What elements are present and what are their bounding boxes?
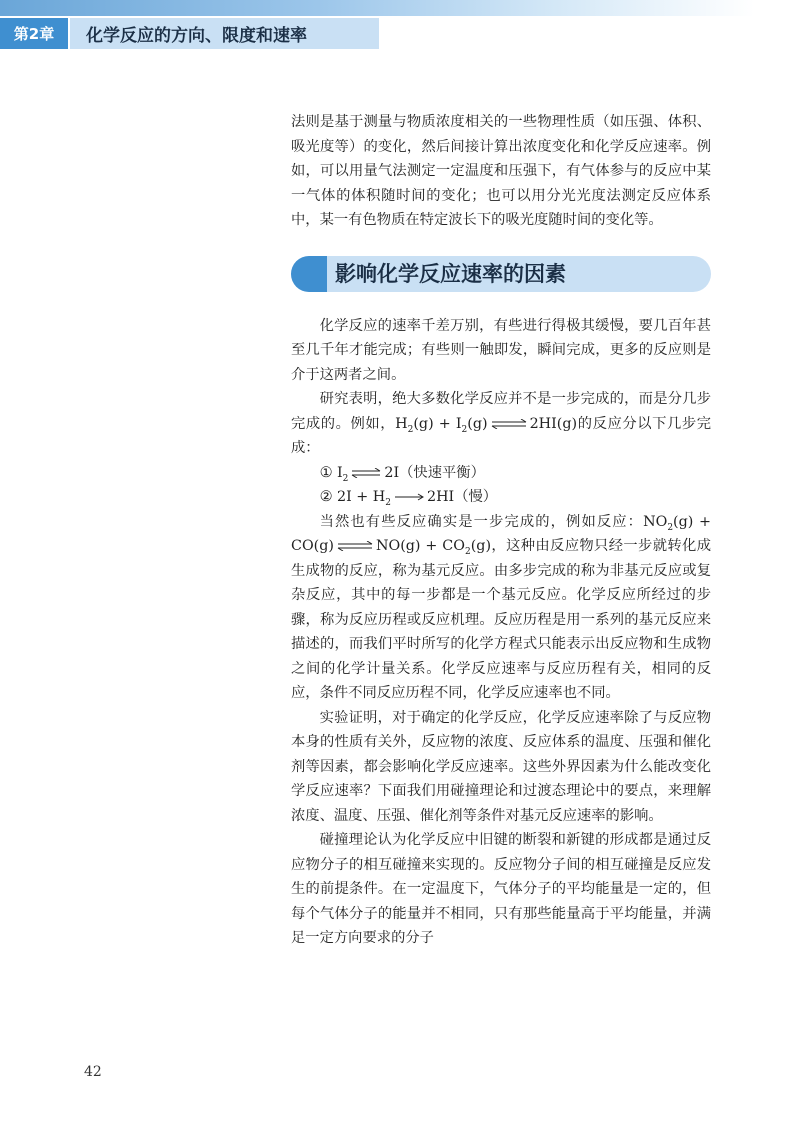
equilibrium-arrow-icon [350,468,382,478]
chapter-title: 化学反应的方向、限度和速率 [70,18,379,49]
equilibrium-arrow-icon [490,419,528,429]
reaction-step-1: ① $I_2$ 2I（快速平衡） [319,464,485,484]
equilibrium-arrow-icon [336,541,374,551]
section-title: 影响化学反应速率的因素 [335,261,566,286]
intro-paragraph: 法则是基于测量与物质浓度相关的一些物理性质（如压强、体积、吸光度等）的变化，然后间接计算出浓度变化和化学反应速率。例如，可以用量气法测定一定温度和压强下，有气体参与的反应中某一气体的体积随时间的变化；也可以用分光光度法测定反应体系中，某一有色物质在特定波长下的吸光度随时间的变化等。 [291,114,711,228]
paragraph-1: 化学反应的速率千差万别，有些进行得极其缓慢，要几百年甚至几千年才能完成；有些则一触即发，瞬间完成，更多的反应则是介于这两者之间。 [291,317,711,383]
page-number: 42 [84,1064,102,1080]
main-text [291,110,711,951]
paragraph-2: 研究表明，绝大多数化学反应并不是一步完成的，而是分几步完成的。例如，$H_2(g) + I_2(g)$ 2HI(g)的反应分以下几步完成： [291,391,711,456]
chapter-header [0,18,379,49]
header-gradient-band [0,0,794,16]
equation-h2-i2: $H_2(g) + I_2(g)$ 2HI(g) [395,415,578,435]
forward-arrow-icon [393,492,425,502]
section-heading [291,256,711,292]
paragraph-4: 实验证明，对于确定的化学反应，化学反应速率除了与反应物本身的性质有关外，反应物的浓度、反应体系的温度、压强和催化剂等因素，都会影响化学反应速率。这些外界因素为什么能改变化学反应速率？下面我们用碰撞理论和过渡态理论中的要点，来理解浓度、温度、压强、催化剂等条件对基元反应速率的影响。 [291,709,711,824]
equation-no2-co: $NO_2(g) + CO(g) NO(g) + CO_2(g)$ [291,513,711,557]
chapter-number: 第2章 [0,18,68,49]
paragraph-3: 当然也有些反应确实是一步完成的，例如反应：$NO_2(g) + CO(g) NO(g) + CO_2(g)$，这种由反应物只经一步就转化成生成物的反应，称为基元反应。由多步完成的称为非基元反应或复杂反应，其中的每一步都是一个基元反应。化学反应所经过的步骤，称为反应历程或反应机理。反应历程是用一系列的基元反应来描述的，而我们平时所写的化学方程式只能表示出反应物和生成物之间的化学计量关系。化学反应速率与反应历程有关，相同的反应，条件不同反应历程不同，化学反应速率也不同。 [291,513,711,701]
paragraph-5: 碰撞理论认为化学反应中旧键的断裂和新键的形成都是通过反应物分子的相互碰撞来实现的。反应物分子间的相互碰撞是反应发生的前提条件。在一定温度下，气体分子的平均能量是一定的，但每个气体分子的能量并不相同，只有那些能量高于平均能量，并满足一定方向要求的分子 [291,832,711,946]
reaction-step-2: ② $2I + H_2$ 2HI（慢） [319,489,498,508]
